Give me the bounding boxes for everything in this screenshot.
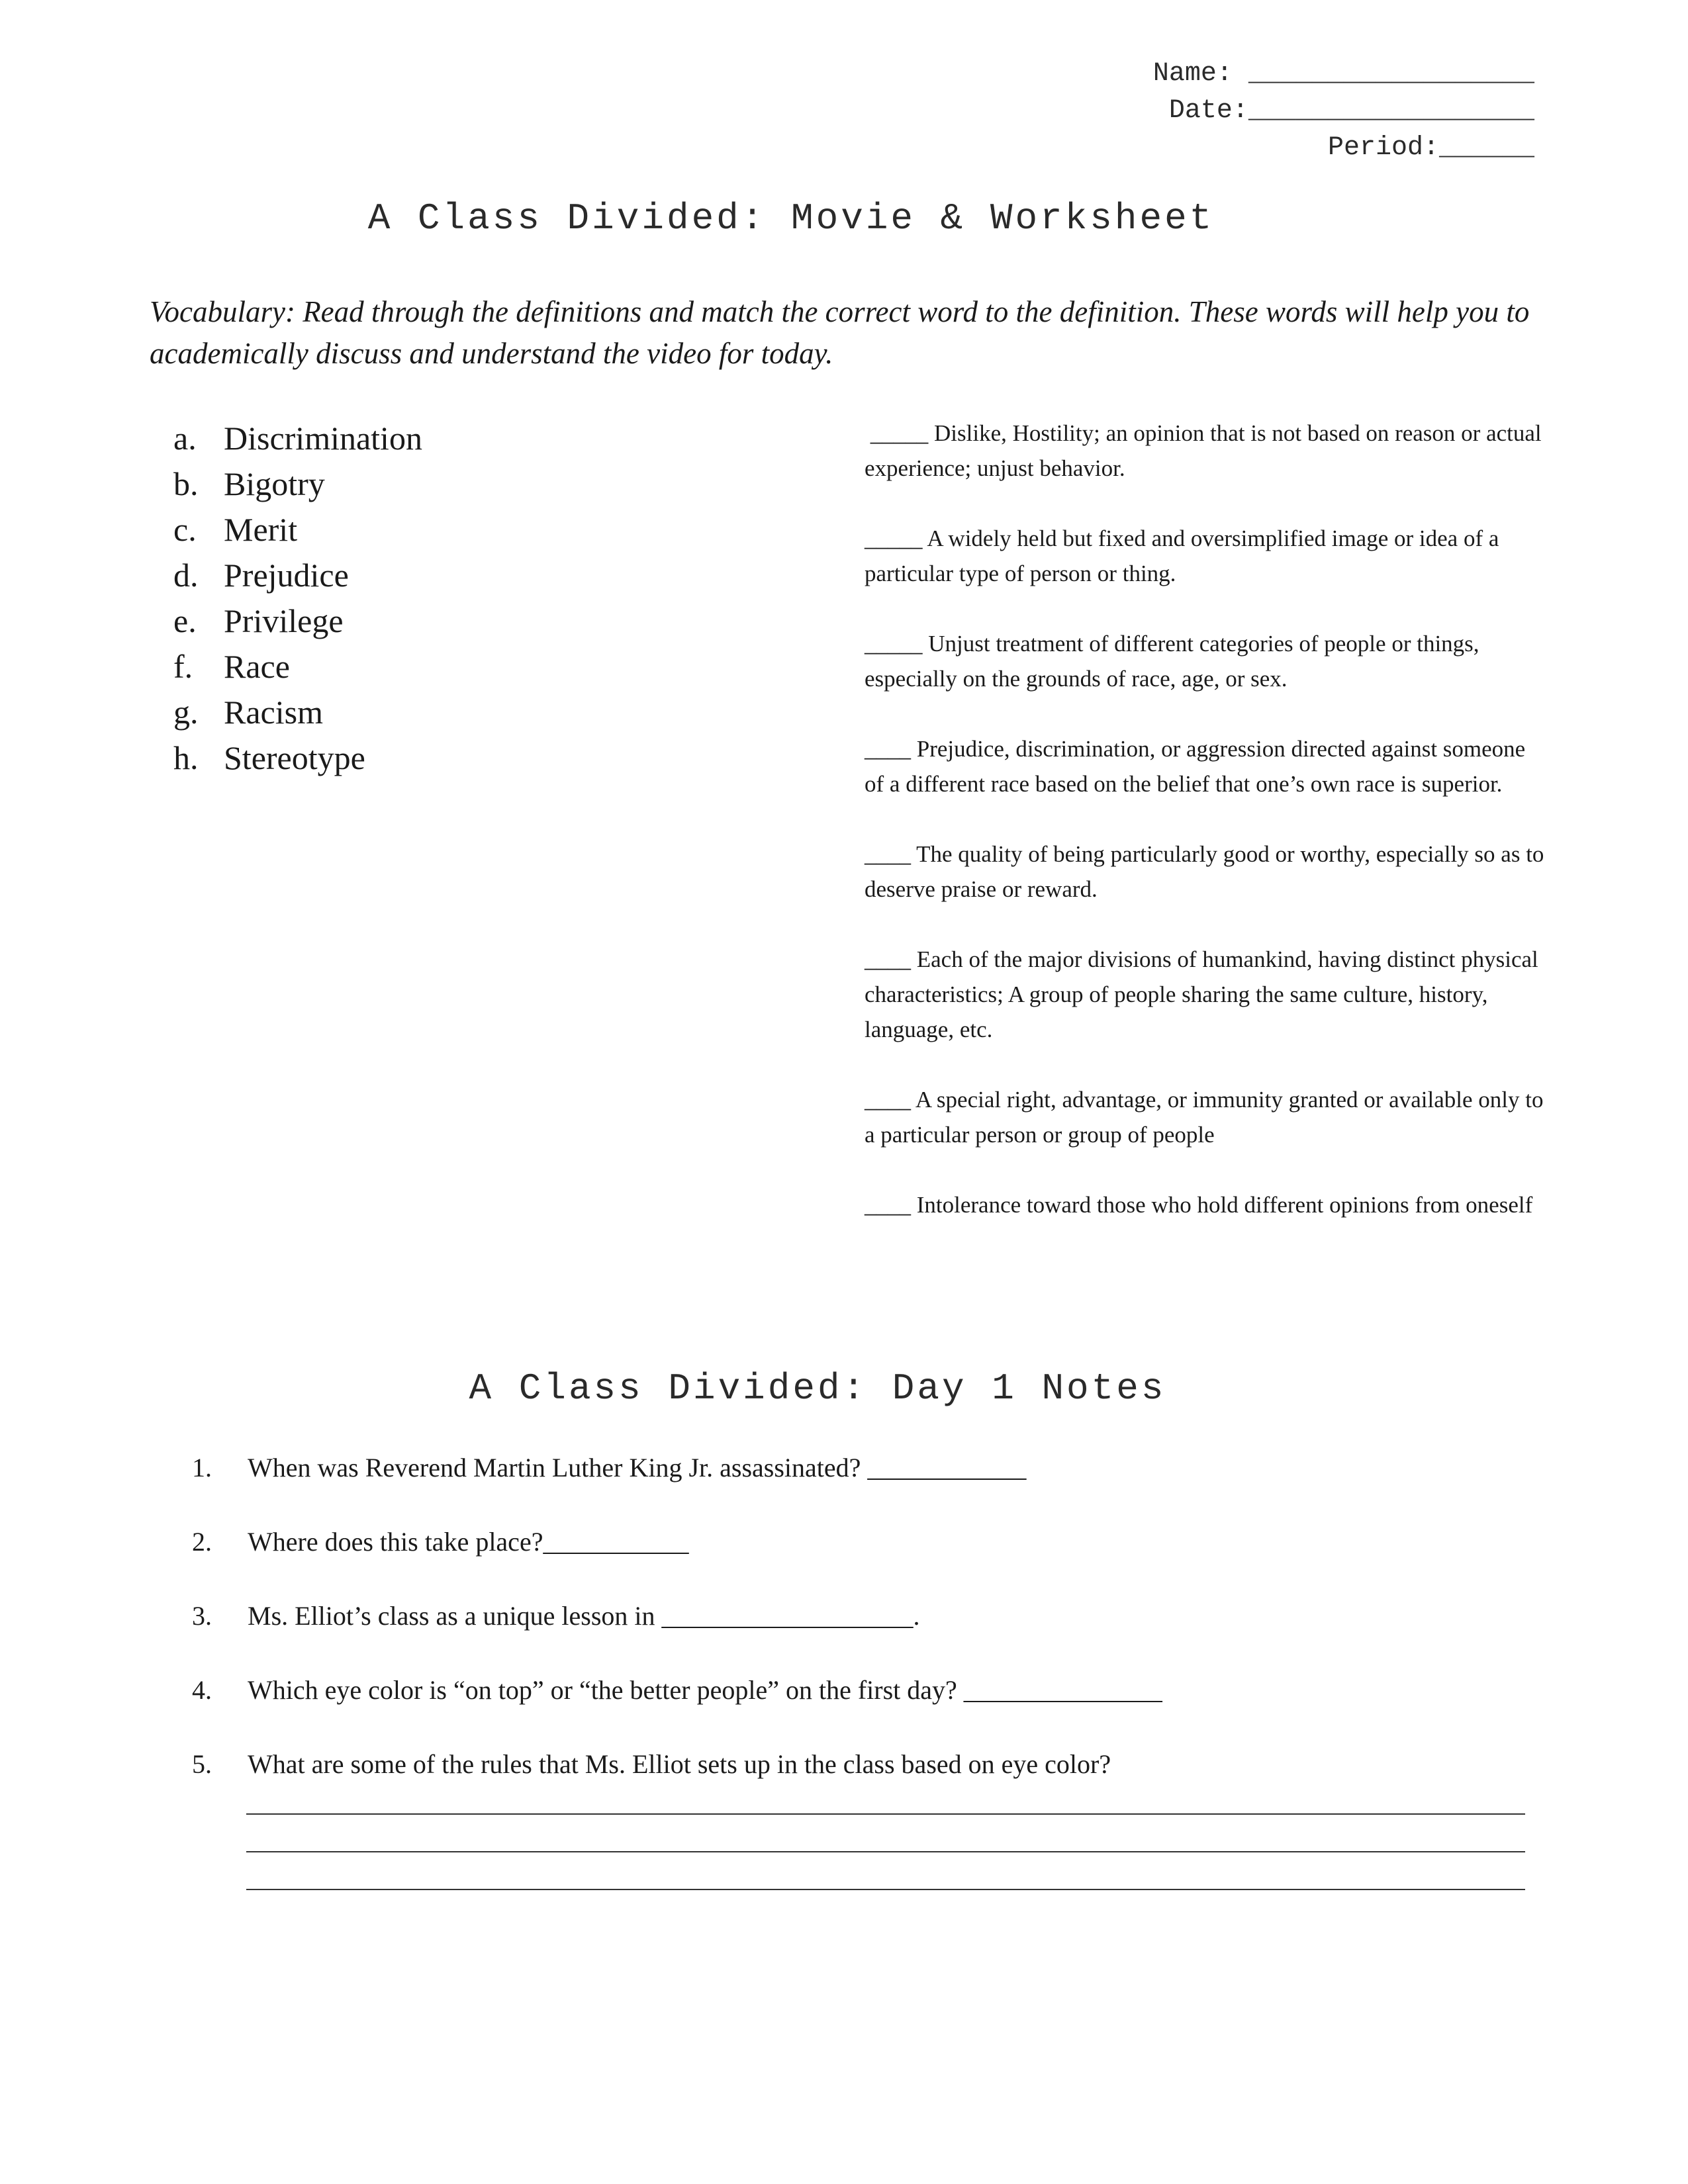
question-number: 4. (192, 1675, 212, 1705)
word-text: Bigotry (224, 465, 325, 502)
question-number: 5. (192, 1749, 212, 1779)
word-bank-item (173, 644, 769, 690)
question-item (192, 1524, 1556, 1561)
word-letter: c. (173, 511, 197, 548)
word-letter: b. (173, 465, 199, 502)
word-bank-item (173, 507, 769, 553)
question-number: 1. (192, 1453, 212, 1482)
word-bank-item (173, 598, 769, 644)
period-field: Period:______ (1327, 133, 1534, 163)
word-text: Race (224, 648, 290, 685)
definition-item: _____ A widely held but fixed and oversimplified image or idea of a particular type of person or thing. (865, 525, 1499, 586)
question-text: What are some of the rules that Ms. Elliot sets up in the class based on eye color? (248, 1749, 1111, 1779)
question-text: Where does this take place?___________ (248, 1527, 689, 1557)
question-item (192, 1672, 1556, 1709)
notes-questions (192, 1449, 1556, 1820)
word-bank-item (173, 553, 769, 598)
answer-line (246, 1889, 1525, 1890)
question-text: Ms. Elliot’s class as a unique lesson in ___________________. (248, 1601, 920, 1631)
definitions-list (865, 416, 1559, 1257)
question-number: 3. (192, 1601, 212, 1631)
page-title: A Class Divided: Movie & Worksheet (367, 197, 1215, 240)
word-bank (173, 416, 769, 781)
word-text: Stereotype (224, 739, 365, 776)
word-letter: h. (173, 739, 199, 776)
definition-item: _____ Unjust treatment of different categories of people or things, especially on the grounds of race, age, or sex. (865, 631, 1479, 692)
answer-lines (246, 1813, 1525, 1927)
answer-line (246, 1813, 1525, 1815)
question-item (192, 1449, 1556, 1486)
word-bank-item (173, 690, 769, 735)
answer-line (246, 1851, 1525, 1852)
word-letter: e. (173, 602, 197, 639)
word-letter: a. (173, 420, 197, 457)
question-item (192, 1598, 1556, 1635)
word-text: Merit (224, 511, 298, 548)
definition-item: ____ Intolerance toward those who hold different opinions from oneself (865, 1192, 1533, 1218)
definition-item: _____ Dislike, Hostility; an opinion that is not based on reason or actual experience; unjust behavior. (865, 420, 1559, 481)
question-text: Which eye color is “on top” or “the better people” on the first day? _______________ (248, 1675, 1162, 1705)
word-letter: d. (173, 557, 199, 594)
word-letter: f. (173, 648, 193, 685)
word-text: Privilege (224, 602, 344, 639)
header-fields (1071, 56, 1534, 167)
date-field: Date:__________________ (1168, 96, 1534, 126)
word-bank-item (173, 735, 769, 781)
word-text: Prejudice (224, 557, 349, 594)
name-field: Name: __________________ (1152, 59, 1534, 89)
word-bank-item (173, 461, 769, 507)
notes-title: A Class Divided: Day 1 Notes (469, 1367, 1166, 1410)
word-bank-item (173, 416, 769, 461)
vocabulary-instructions: Vocabulary: Read through the definitions and match the correct word to the definition. These words will help you to academically discuss and understand the video for today. (150, 295, 1530, 370)
definition-item: ____ The quality of being particularly good or worthy, especially so as to deserve praise or reward. (865, 841, 1544, 902)
definition-item: ____ Prejudice, discrimination, or aggression directed against someone of a different race based on the belief that one’s own race is superior. (865, 736, 1526, 797)
definition-item: ____ Each of the major divisions of humankind, having distinct physical characteristics; A group of people sharing the same culture, history, language, etc. (865, 946, 1538, 1042)
question-text: When was Reverend Martin Luther King Jr. assassinated? ____________ (248, 1453, 1027, 1482)
question-number: 2. (192, 1527, 212, 1557)
question-item (192, 1746, 1556, 1783)
word-text: Discrimination (224, 420, 422, 457)
word-letter: g. (173, 694, 199, 731)
definition-item: ____ A special right, advantage, or immunity granted or available only to a particular person or group of people (865, 1087, 1544, 1148)
word-text: Racism (224, 694, 323, 731)
